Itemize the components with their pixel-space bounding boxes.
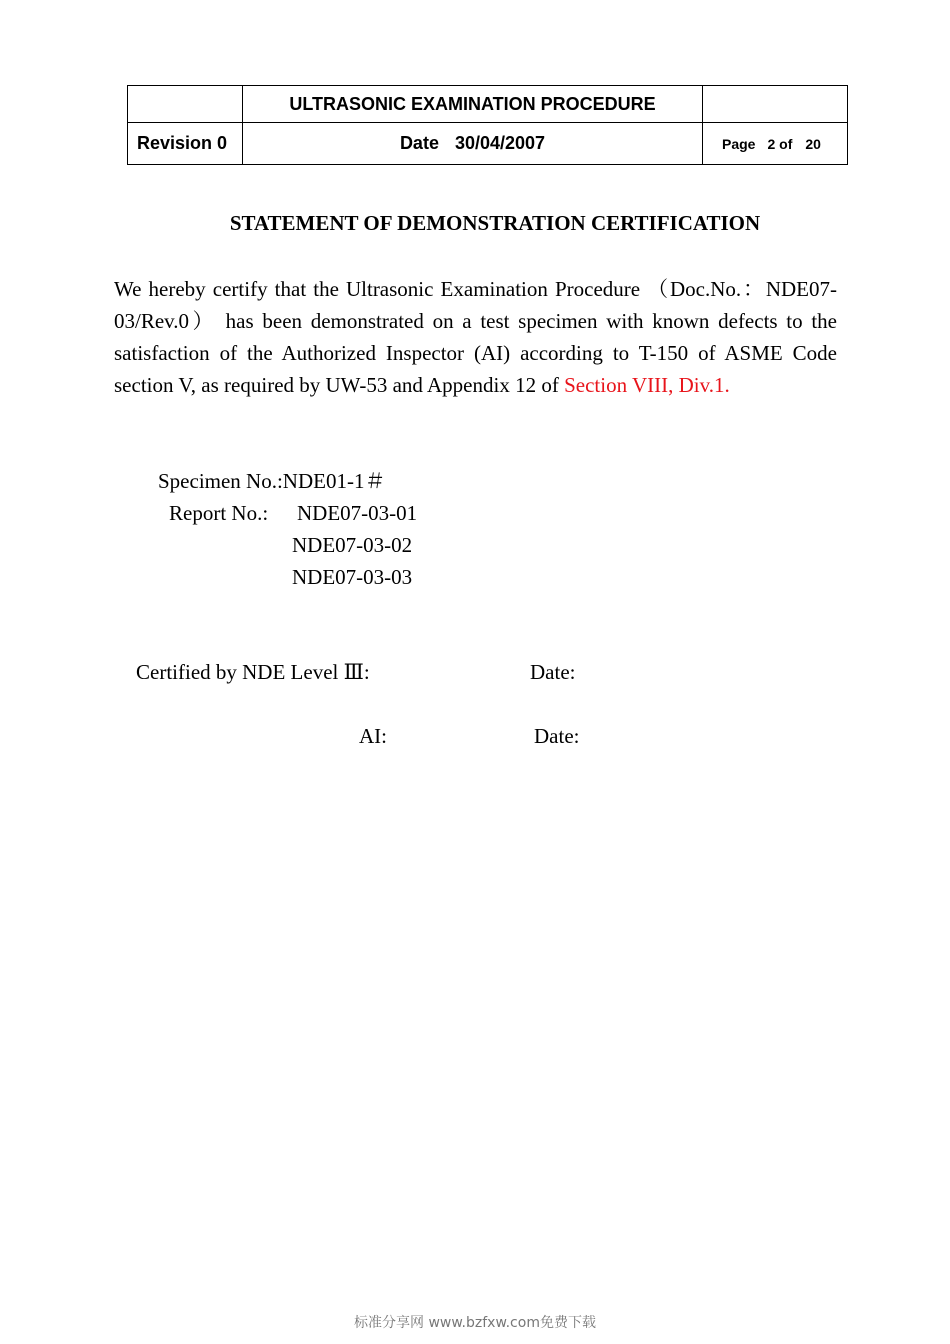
revision-label: Revision 0 [128,123,243,165]
date-value: 30/04/2007 [454,133,546,153]
paragraph-text: We hereby certify that the Ultrasonic Examination Procedure （Doc.No.：NDE07-03/Rev.0） has been demonstrated on a test specimen with known defects to the satisfaction of the Authorized Inspector (AI) according to T-150 of ASME Code section V, as required by UW-53 and Appendix 12 of [114,277,837,397]
page-cell [703,123,848,165]
ai-label: AI: [359,724,387,748]
page-total: 20 [805,135,821,152]
procedure-title: ULTRASONIC EXAMINATION PROCEDURE [243,86,703,123]
footer-watermark: 标准分享网 www.bzfxw.com免费下载 [354,1315,596,1331]
report-label: Report No.: [169,501,269,525]
certification-paragraph [114,273,837,401]
ai-date-label: Date: [534,724,580,748]
paragraph-highlight: Section VIII, Div.1. [564,373,730,397]
document-title: STATEMENT OF DEMONSTRATION CERTIFICATION [229,211,761,235]
header-top-left-cell [128,86,243,123]
date-label: Date [399,133,439,153]
report-number-3: NDE07-03-03 [292,565,413,589]
page-current: 2 of [767,135,793,152]
report-number-2: NDE07-03-02 [292,533,413,557]
certified-by-label: Certified by NDE Level Ⅲ: [136,660,370,684]
date-cell [243,123,703,165]
specimen-number: Specimen No.:NDE01-1＃ [158,469,386,493]
header-top-right-cell [703,86,848,123]
document-header-table [127,85,848,165]
page-label: Page [722,135,756,152]
report-number-1: NDE07-03-01 [297,501,418,525]
certified-date-label: Date: [530,660,576,684]
